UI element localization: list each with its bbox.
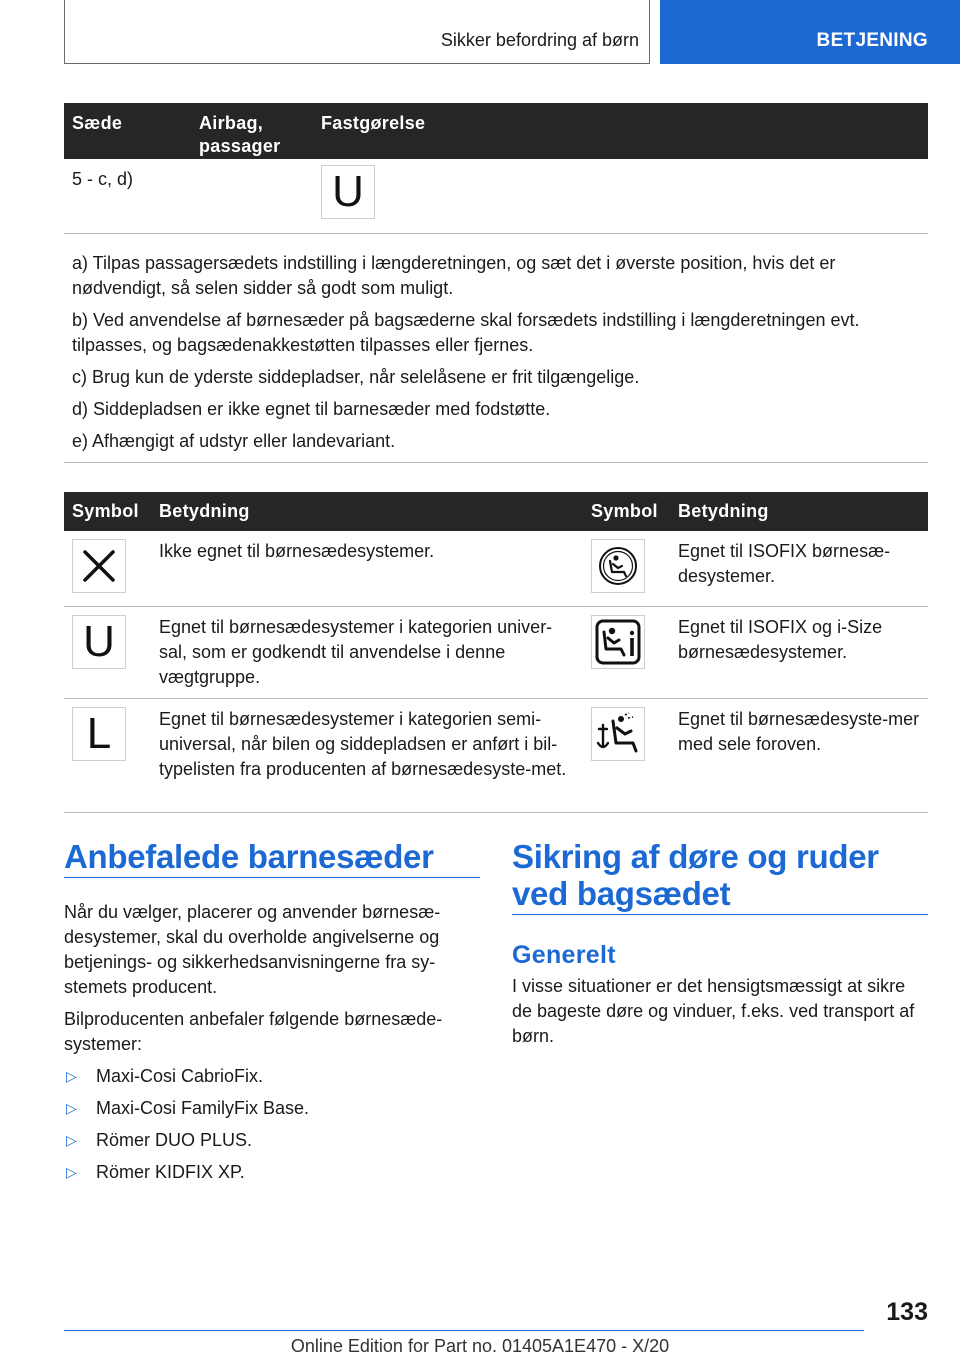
col-symbol-1: Symbol	[64, 492, 151, 531]
meaning-not-suitable: Ikke egnet til børnesædesystemer.	[151, 531, 583, 606]
recommended-intro: Når du vælger, placerer og anvender børnesæ-desystemer, skal du overholde angivelserne og betjenings- og sikkerhedsanvisningerne fra sy-stemets producent.	[64, 902, 441, 997]
bullet-triangle-icon: ▷	[66, 1164, 77, 1180]
table-row	[64, 159, 928, 233]
seat-value: 5 - c, d)	[64, 159, 191, 233]
meaning-semi-universal: Egnet til børnesædesystemer i kategorien semi-universal, når bilen og siddepladsen er anført i bil-typelisten fra producenten af børnesædesyste-met.	[151, 698, 583, 812]
list-item	[64, 1096, 480, 1121]
subheading-general: Generelt	[512, 941, 616, 969]
footnote-e: e) Afhængigt af udstyr eller landevariant.	[72, 431, 396, 451]
col-airbag: Airbag, passager	[191, 103, 313, 159]
top-tether-icon	[591, 707, 645, 761]
col-seat: Sæde	[64, 103, 191, 159]
header-section-box	[64, 0, 650, 64]
list-item-text: Maxi-Cosi FamilyFix Base.	[96, 1098, 310, 1118]
edition-text: Online Edition for Part no. 01405A1E470 - X/20	[290, 1336, 670, 1356]
general-body: I visse situationer er det hensigtsmæssigt at sikre de bageste døre og vinduer, f.eks. ved transport af børn.	[512, 976, 915, 1046]
universal-u-icon	[72, 615, 126, 669]
universal-u-icon	[321, 165, 375, 219]
list-item-text: Römer KIDFIX XP.	[96, 1162, 245, 1182]
list-item	[64, 1128, 480, 1153]
door-lock-section	[512, 838, 928, 1056]
not-suitable-x-icon	[72, 539, 126, 593]
meaning-isofix-isize: Egnet til ISOFIX og i-Size børnesædesystemer.	[670, 606, 928, 698]
footnote-a: a) Tilpas passagersædets indstilling i længderetningen, og sæt det i øverste position, hvis det er nødvendigt, så selen sidder så godt som muligt.	[72, 253, 836, 298]
section-heading-door-lock: Sikring af døre og ruder ved bagsædet	[512, 838, 928, 915]
bullet-triangle-icon: ▷	[66, 1068, 77, 1084]
airbag-value	[191, 159, 313, 233]
symbol-table	[64, 492, 928, 813]
universal-u-letter: U	[83, 616, 115, 666]
page-number: 133	[886, 1298, 928, 1326]
table-row	[64, 606, 928, 698]
isofix-icon	[591, 539, 645, 593]
seat-table-header	[64, 103, 928, 159]
list-item-text: Römer DUO PLUS.	[96, 1130, 253, 1150]
footnote-b: b) Ved anvendelse af børnesæder på bagsæderne skal forsædets indstilling i længderetningen evt. tilpasses, og bagsædenakkestøtten tilpasses eller fjernes.	[72, 310, 860, 355]
footnote-d: d) Siddepladsen er ikke egnet til barnesæder med fodstøtte.	[72, 399, 551, 419]
footnote-c: c) Brug kun de yderste siddepladser, når selelåsene er frit tilgængelige.	[72, 367, 640, 387]
section-title: Sikker befordring af børn	[440, 30, 639, 50]
col-fastening: Fastgørelse	[313, 103, 928, 159]
meaning-isofix: Egnet til ISOFIX børnesæ-desystemer.	[670, 531, 928, 606]
footer-divider	[64, 1330, 864, 1331]
i-size-icon	[591, 615, 645, 669]
recommended-seats-section	[64, 838, 480, 1192]
table-row	[64, 698, 928, 812]
section-heading-recommended: Anbefalede barnesæder	[64, 838, 480, 878]
semi-universal-l-letter: L	[86, 708, 112, 758]
col-symbol-2: Symbol	[583, 492, 670, 531]
list-item-text: Maxi-Cosi CabrioFix.	[96, 1066, 264, 1086]
chapter-tab[interactable]	[660, 0, 960, 64]
list-item	[64, 1064, 480, 1089]
symbol-table-header	[64, 492, 928, 531]
seat-table	[64, 103, 928, 234]
meaning-universal: Egnet til børnesædesystemer i kategorien univer-sal, som er godkendt til anvendelse i denne vægtgruppe.	[151, 606, 583, 698]
recommended-list	[64, 1064, 480, 1185]
recommended-lead: Bilproducenten anbefaler følgende børnesæde-systemer:	[64, 1009, 443, 1054]
bullet-triangle-icon: ▷	[66, 1100, 77, 1116]
bullet-triangle-icon: ▷	[66, 1132, 77, 1148]
semi-universal-l-icon	[72, 707, 126, 761]
chapter-label: BETJENING	[816, 30, 928, 51]
col-meaning-2: Betydning	[670, 492, 928, 531]
col-meaning-1: Betydning	[151, 492, 583, 531]
meaning-top-tether: Egnet til børnesædesyste-mer med sele foroven.	[670, 698, 928, 812]
footnotes	[64, 243, 928, 463]
table-row	[64, 531, 928, 606]
universal-u-letter: U	[332, 167, 364, 216]
list-item	[64, 1160, 480, 1185]
